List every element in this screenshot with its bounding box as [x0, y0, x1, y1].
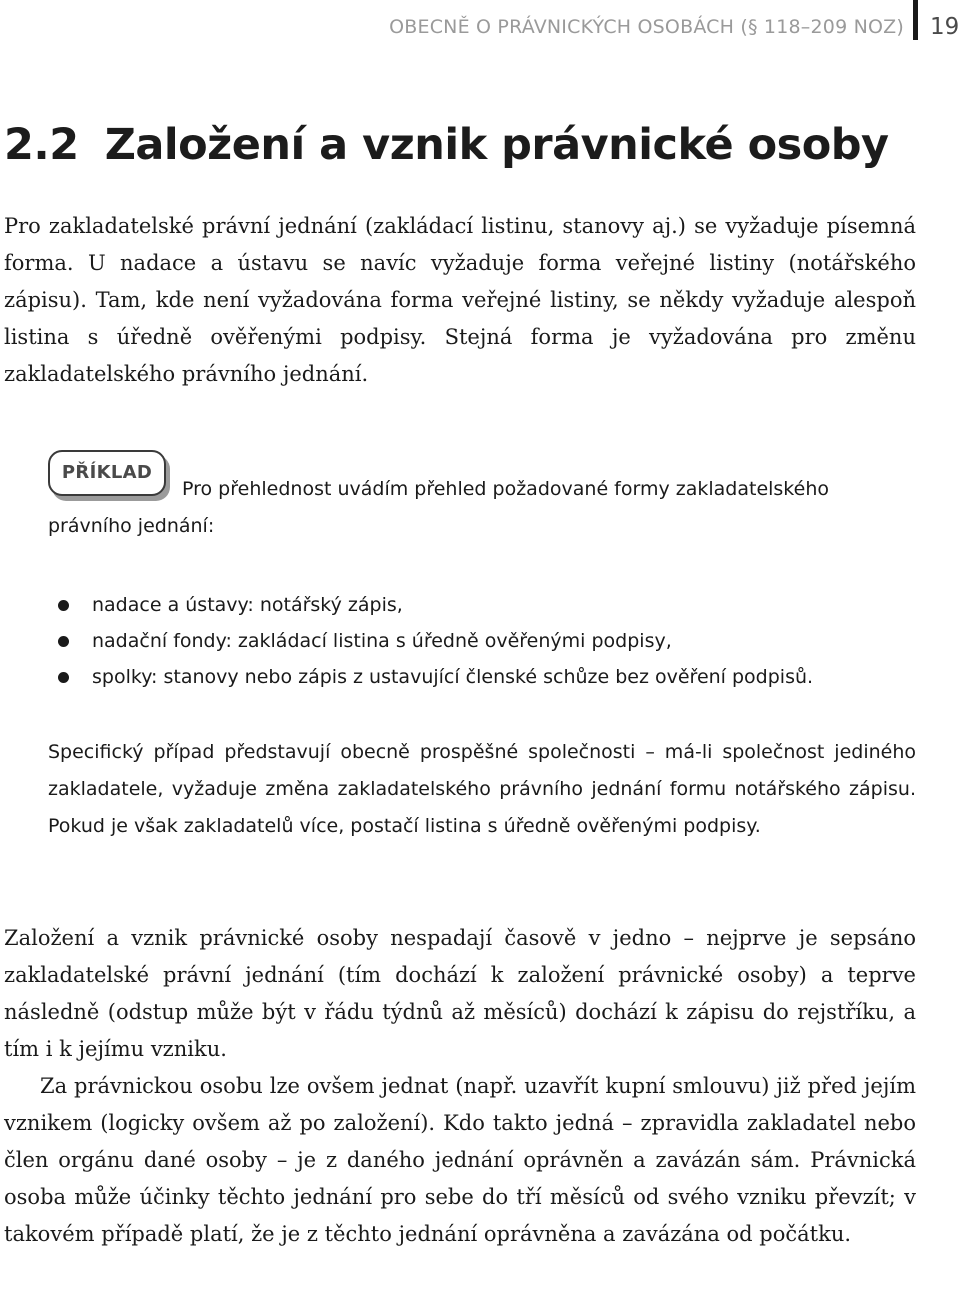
- bullet-icon: [58, 672, 69, 683]
- section-number: 2.2: [4, 120, 79, 170]
- intro-paragraph: Pro zakladatelské právní jednání (zakládací listinu, stanovy aj.) se vyžaduje písemná forma. U nadace a ústavu se navíc vyžaduje forma veřejné listiny (notářského zápisu). Tam, kde není vyžadována forma veřejné listiny, se někdy vyžaduje alespoň listina s úředně ověřenými podpisy. Stejná forma je vyžadována pro změnu zakladatelského právního jednání.: [4, 214, 916, 386]
- list-item-text: nadace a ústavy: notářský zápis,: [92, 594, 403, 616]
- example-intro-line-1: Pro přehlednost uvádím přehled požadované formy zakladatelského: [182, 478, 829, 500]
- body-paragraph-1: Založení a vznik právnické osoby nespadají časově v jedno – nejprve je sepsáno zakladatelské právní jednání (tím dochází k založení právnické osoby) a teprve následně (odstup může být v řádu týdnů až měsíců) dochází k zápisu do rejstříku, a tím i k jejímu vzniku.: [4, 926, 916, 1061]
- header-divider: [913, 0, 918, 40]
- list-item: [58, 626, 813, 662]
- example-note: Specifický případ představují obecně prospěšné společnosti – má-li společnost jediného zakladatele, vyžaduje změna zakladatelského právního jednání formu notářského zápisu. Pokud je však zakladatelů více, postačí listina s úředně ověřenými podpisy.: [48, 741, 916, 837]
- page-number: 19: [930, 14, 960, 40]
- example-badge-label: PŘÍKLAD: [61, 462, 153, 483]
- section-title: Založení a vznik právnické osoby: [104, 120, 889, 170]
- body-paragraph-2: Za právnickou osobu lze ovšem jednat (např. uzavřít kupní smlouvu) již před jejím vznikem (logicky ovšem až po založení). Kdo takto jedná – zpravidla zakladatel nebo člen orgánu dané osoby – je z daného jednání oprávněn a zavázán sám. Právnická osoba může účinky těchto jednání pro sebe do tří měsíců od svého vzniku převzít; v takovém případě platí, že je z těchto jednání oprávněna a zavázána od počátku.: [4, 1074, 916, 1246]
- example-intro-line-2: právního jednání:: [48, 515, 215, 537]
- list-item-text: nadační fondy: zakládací listina s úředně ověřenými podpisy,: [92, 630, 672, 652]
- running-header: OBECNĚ O PRÁVNICKÝCH OSOBÁCH (§ 118–209 NOZ): [389, 16, 904, 38]
- bullet-icon: [58, 600, 69, 611]
- example-badge: [48, 450, 166, 496]
- example-list: [58, 590, 813, 698]
- list-item: [58, 662, 813, 698]
- list-item: [58, 590, 813, 626]
- bullet-icon: [58, 636, 69, 647]
- section-heading: [4, 120, 889, 170]
- list-item-text: spolky: stanovy nebo zápis z ustavující členské schůze bez ověření podpisů.: [92, 666, 814, 688]
